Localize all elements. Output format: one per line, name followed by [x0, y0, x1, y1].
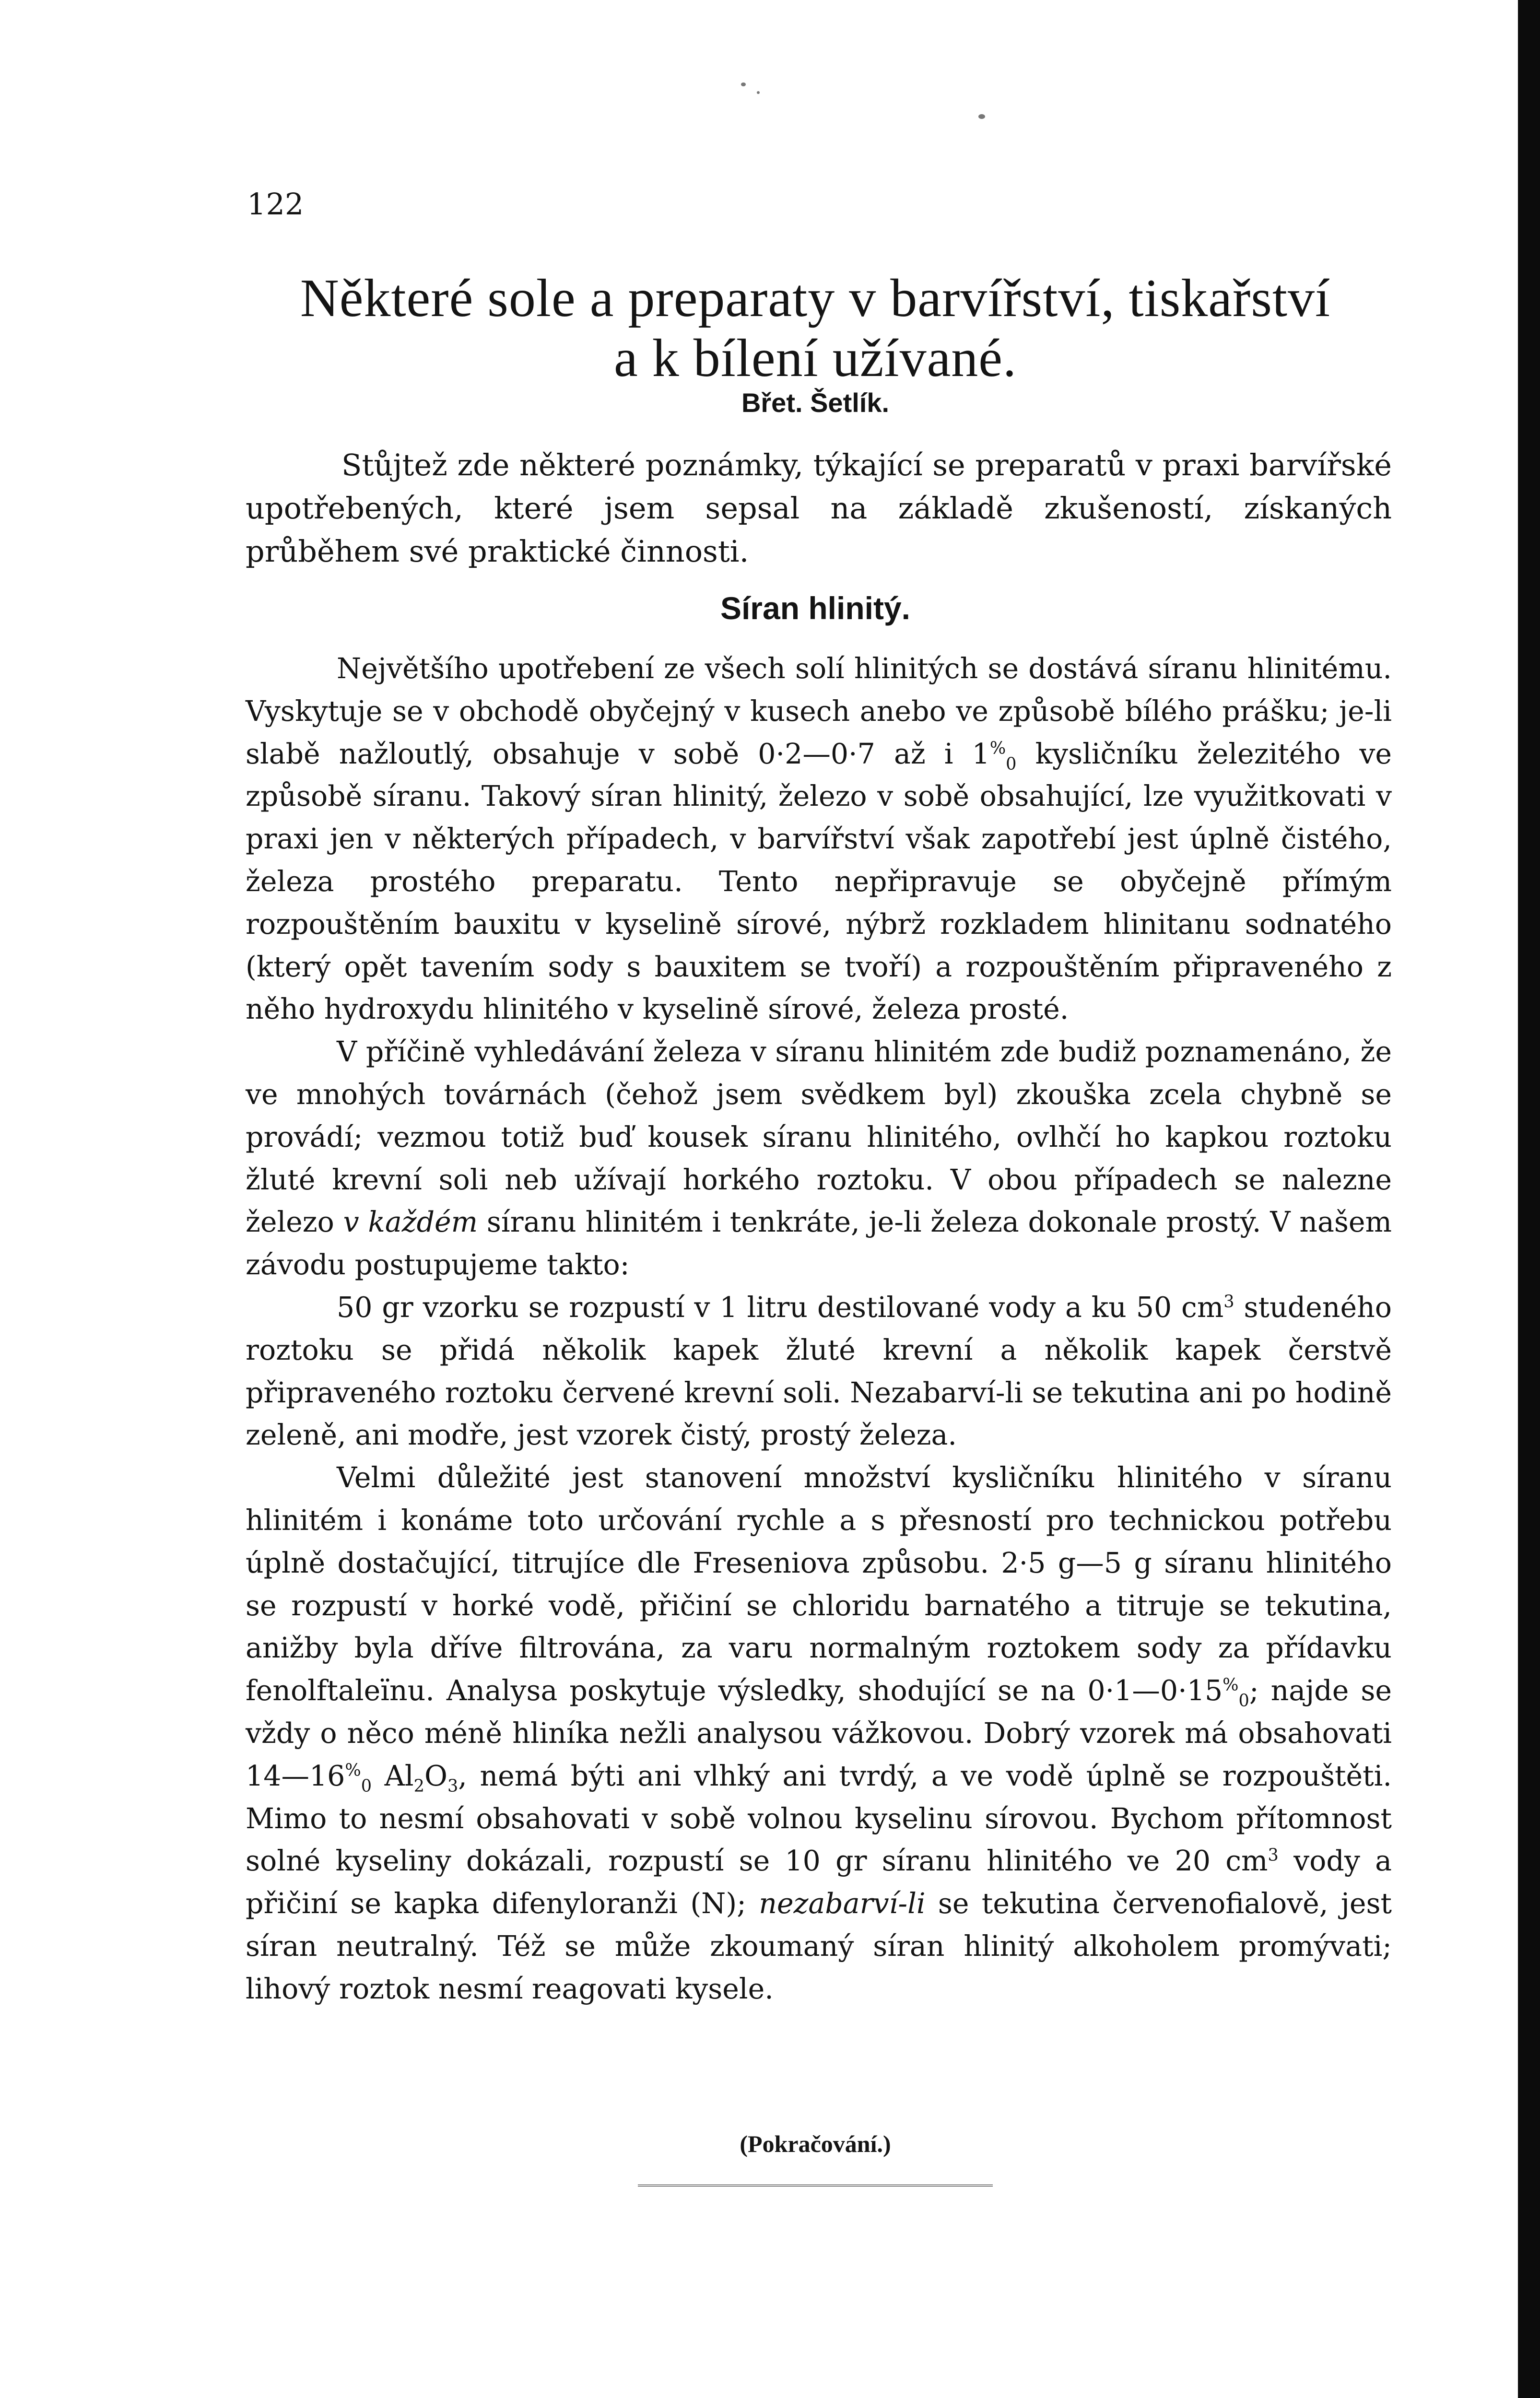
title-line-1: Některé sole a preparaty v barvířství, tiskařství [300, 269, 1331, 328]
paragraph [246, 1457, 1392, 2010]
end-rule [638, 2185, 993, 2186]
text-run: , nemá býti ani vlhký ani tvrdý, a ve vodě úplně se rozpouštěti. Mimo to nesmí obsahovati v sobě volnou kyselinu sírovou. Bychom přítomnost solné kyseliny dokázali, rozpustí se 10 gr síranu hlinitého ve 20 cm [246, 1759, 1392, 1878]
percent-sub: 0 [1238, 1691, 1249, 1711]
text-run: Al [372, 1759, 414, 1792]
scan-speck [757, 91, 760, 94]
percent-sub: 0 [361, 1776, 372, 1796]
article-body [246, 647, 1392, 2010]
subscript: 2 [413, 1776, 424, 1796]
text-run: vody a přičiní se kapka difenyloranži (N); [246, 1845, 1392, 1920]
percent-sub: 0 [1006, 754, 1017, 774]
emphasis: v každém [343, 1206, 478, 1239]
continued-note: (Pokračování.) [740, 2130, 891, 2157]
subscript: 3 [447, 1776, 458, 1796]
section-heading: Síran hlinitý. [720, 590, 911, 626]
text-run: 50 gr vzorku se rozpustí v 1 litru destilované vody a ku 50 cm [337, 1291, 1224, 1324]
text-run: se tekutina červenofialově, jest síran neutralný. Též se může zkoumaný síran hlinitý alkoholem promývati; lihový roztok nesmí reagovati kysele. [246, 1887, 1392, 2005]
paragraph [246, 647, 1392, 1031]
text-run: studeného roztoku se přidá několik kapek žluté krevní a několik kapek čerstvě připraveného roztoku červené krevní soli. Nezabarví-li se tekutina ani po hodině zeleně, ani modře, jest vzorek čistý, prostý železa. [246, 1291, 1392, 1452]
scan-speck [741, 82, 746, 86]
emphasis: nezabarví-li [759, 1887, 926, 1920]
paragraph [246, 1031, 1392, 1286]
text-run: O [424, 1759, 447, 1792]
title-line-2: a k bílení užívané. [613, 329, 1017, 388]
superscript: 3 [1223, 1292, 1234, 1312]
article-title [240, 269, 1391, 388]
scan-border [1518, 0, 1540, 2398]
paragraph [246, 1286, 1392, 1457]
text-run: síranu hlinitém i tenkráte, je-li železa dokonale prostý. V našem závodu postupujeme takto: [246, 1206, 1392, 1281]
superscript: 3 [1268, 1845, 1279, 1865]
author-name: Břet. Šetlík. [741, 388, 890, 418]
page-number: 122 [247, 187, 304, 222]
text-run: V příčině vyhledávání železa v síranu hlinitém zde budiž poznamenáno, že ve mnohých továrnách (čehož jsem svědkem byl) zkouška zcela chybně se provádí; vezmou totiž buď kousek síranu hlinitého, ovlhčí ho kapkou roztoku žluté krevní soli neb užívají horkého roztoku. V obou případech se nalezne železo [246, 1035, 1392, 1239]
percent-sign: % [345, 1760, 361, 1780]
scan-speck [978, 114, 985, 119]
text-run: ; najde se vždy o něco méně hliníka nežli analysou vážkovou. Dobrý vzorek má obsahovati 14—16 [246, 1674, 1392, 1792]
intro-paragraph: Stůjtež zde některé poznámky, týkající se preparatů v praxi barvířské upotřebených, které jsem sepsal na základě zkušeností, získaných průběhem své praktické činnosti. [246, 447, 1392, 569]
percent-sign: % [989, 738, 1006, 758]
text-run: Velmi důležité jest stanovení množství kysličníku hlinitého v síranu hlinitém i konáme toto určování rychle a s přesností pro technickou potřebu úplně dostačující, titrujíce dle Freseniova způsobu. 2·5 g—5 g síranu hlinitého se rozpustí v horké vodě, přičiní se chloridu barnatého a titruje se tekutina, anižby byla dříve filtrována, za varu normalným roztokem sody za přídavku fenolftaleïnu. Analysa poskytuje výsledky, shodující se na 0·1—0·15 [246, 1461, 1392, 1707]
text-run: Největšího upotřebení ze všech solí hlinitých se dostává síranu hlinitému. Vyskytuje se v obchodě obyčejný v kusech anebo ve způsobě bílého prášku; je-li slabě nažloutlý, obsahuje v sobě 0·2—0·7 až i 1 [246, 652, 1392, 770]
text-run: kysličníku železitého ve způsobě síranu. Takový síran hlinitý, železo v sobě obsahující, lze využitkovati v praxi jen v některých případech, v barvířství však zapotřebí jest úplně čistého, železa prostého preparatu. Tento nepřipravuje se obyčejně přímým rozpouštěním bauxitu v kyselině sírové, nýbrž rozkladem hlinitanu sodnatého (který opět tavením sody s bauxitem se tvoří) a rozpouštěním připraveného z něho hydroxydu hlinitého v kyselině sírové, železa prosté. [246, 737, 1392, 1026]
percent-sign: % [1223, 1675, 1239, 1695]
